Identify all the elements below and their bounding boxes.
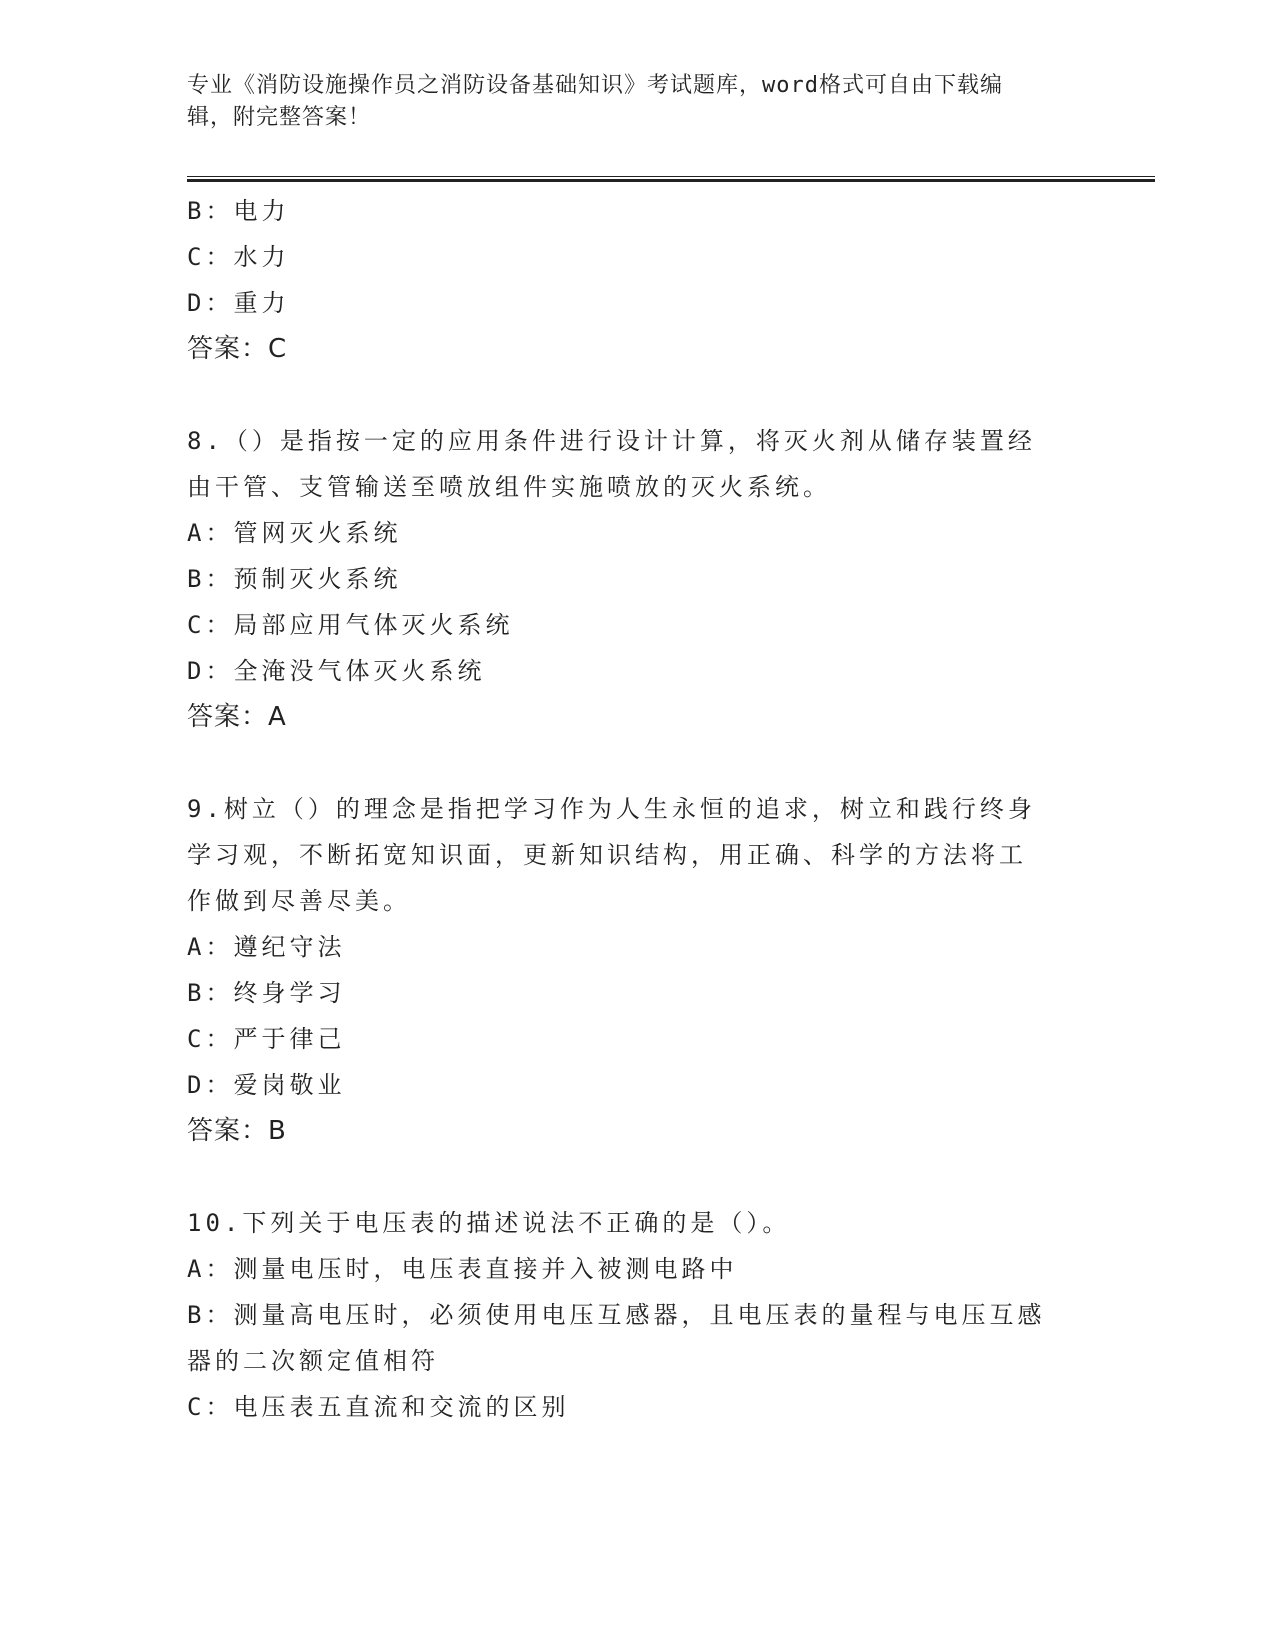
option-a: A：遵纪守法 <box>187 933 346 961</box>
option-c: C：电压表五直流和交流的区别 <box>187 1393 570 1421</box>
header-divider <box>187 176 1155 182</box>
question-10 <box>187 1200 1087 1430</box>
answer: 答案：A <box>187 702 287 732</box>
answer: 答案：B <box>187 1116 287 1146</box>
question-stem-line: 由干管、支管输送至喷放组件实施喷放的灭火系统。 <box>187 473 831 501</box>
question-stem-line: 9.树立（）的理念是指把学习作为人生永恒的追求，树立和践行终身 <box>187 795 1036 823</box>
option-a: A：管网灭火系统 <box>187 519 402 547</box>
option-b: B：终身学习 <box>187 979 346 1007</box>
option-d: D：重力 <box>187 289 290 317</box>
option-c: C：严于律己 <box>187 1025 346 1053</box>
question-stem-line: 作做到尽善尽美。 <box>187 887 411 915</box>
answer: 答案：C <box>187 334 288 364</box>
option-b: B：测量高电压时，必须使用电压互感器，且电压表的量程与电压互感 <box>187 1301 1046 1329</box>
question-stem-line: 8.（）是指按一定的应用条件进行设计计算，将灭火剂从储存装置经 <box>187 427 1036 455</box>
option-d: D：爱岗敬业 <box>187 1071 346 1099</box>
header-line-2: 辑，附完整答案！ <box>187 105 372 130</box>
question-stem-line: 学习观，不断拓宽知识面，更新知识结构，用正确、科学的方法将工 <box>187 841 1027 869</box>
question-7-tail <box>187 188 1087 372</box>
option-b-continued: 器的二次额定值相符 <box>187 1347 439 1375</box>
question-8 <box>187 418 1087 740</box>
option-c: C：局部应用气体灭火系统 <box>187 611 514 639</box>
option-d: D：全淹没气体灭火系统 <box>187 657 486 685</box>
option-b: B：电力 <box>187 197 290 225</box>
question-stem-line: 10.下列关于电压表的描述说法不正确的是（）。 <box>187 1209 791 1237</box>
question-9 <box>187 786 1087 1154</box>
document-header <box>187 70 1057 134</box>
document-page <box>187 70 1087 1430</box>
header-line-1: 专业《消防设施操作员之消防设备基础知识》考试题库，word格式可自由下载编 <box>187 73 1003 98</box>
option-c: C：水力 <box>187 243 290 271</box>
option-a: A：测量电压时，电压表直接并入被测电路中 <box>187 1255 738 1283</box>
option-b: B：预制灭火系统 <box>187 565 402 593</box>
